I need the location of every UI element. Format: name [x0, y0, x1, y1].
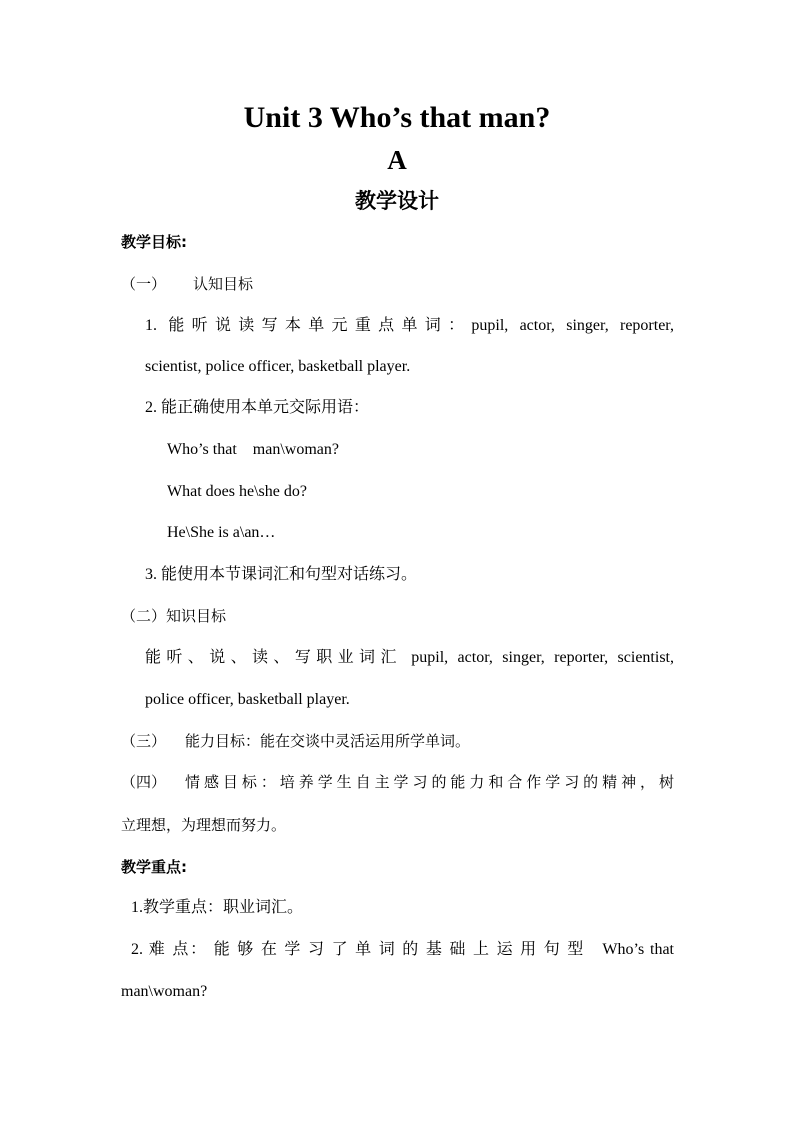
section3-text: 能力目标：能在交谈中灵活运用所学单词。 — [185, 732, 471, 750]
section1-item2: 2. 能正确使用本单元交际用语： — [145, 399, 370, 416]
section1-sentence3: He\She is a\an… — [167, 524, 276, 541]
section4-label: （四） — [121, 773, 167, 791]
section4-text-line2: 立理想，为理想而努力。 — [121, 816, 287, 834]
section2-line1: 能听、说、读、写职业词汇 pupil, actor, singer, reporter, scientist, — [145, 649, 674, 666]
section1-sentence2: What does he\she do? — [167, 483, 307, 500]
section1-title: 认知目标 — [193, 275, 254, 293]
document-title: Unit 3 Who’s that man? — [243, 101, 551, 134]
section2-line2: police officer, basketball player. — [145, 691, 350, 708]
section2-label: （二）知识目标 — [121, 607, 227, 625]
document-subtitle: A — [387, 145, 407, 175]
key-points-heading: 教学重点: — [121, 858, 187, 876]
objectives-heading: 教学目标: — [121, 233, 187, 251]
key-point-1: 1.教学重点：职业词汇。 — [131, 899, 304, 916]
key-point-2-line2: man\woman? — [121, 983, 208, 1000]
key-point-2-line1: 2. 难 点： 能 够 在 学 习 了 单 词 的 基 础 上 运 用 句 型 Who’s that — [131, 941, 674, 958]
section1-sentence1: Who’s that man\woman? — [167, 441, 339, 458]
section1-item1-line1: 1. 能听说读写本单元重点单词：pupil, actor, singer, reporter, — [145, 317, 674, 334]
section4-text-line1: 情感目标：培养学生自主学习的能力和合作学习的精神，树 — [185, 773, 674, 791]
section1-item1-line2: scientist, police officer, basketball player. — [145, 358, 411, 375]
section3-label: （三） — [121, 732, 167, 750]
section1-label: （一） — [121, 275, 167, 293]
document-heading: 教学设计 — [355, 189, 439, 213]
section1-item3: 3. 能使用本节课词汇和句型对话练习。 — [145, 566, 418, 583]
